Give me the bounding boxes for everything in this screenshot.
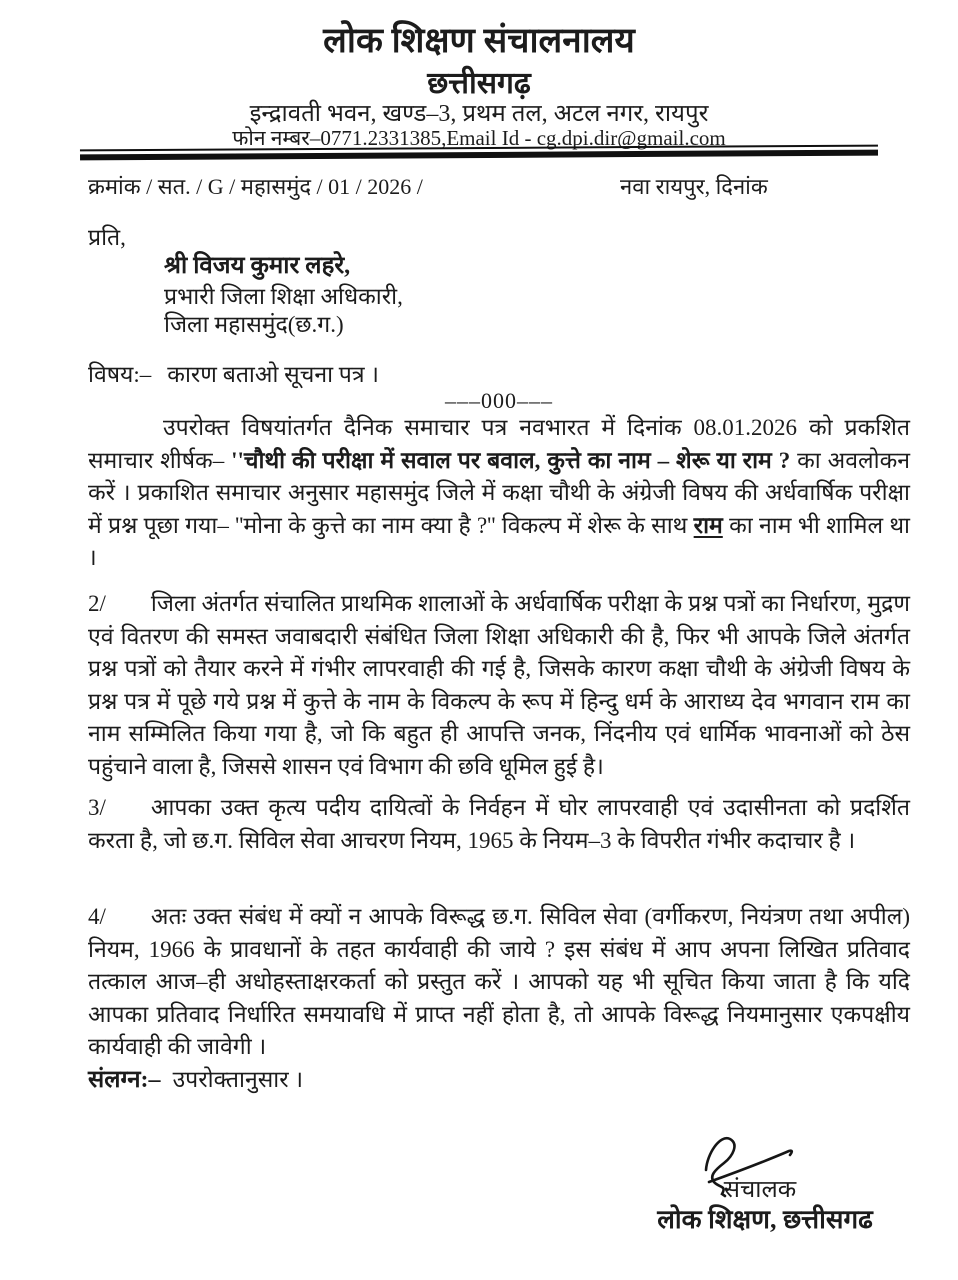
enclosure-text: उपरोक्तानुसार । (172, 1067, 304, 1092)
letterhead-contact: फोन नम्बर–0771.2331385,Email Id - cg.dpi.dir@gmail.com (232, 126, 726, 150)
para2-text: जिला अंतर्गत संचालित प्राथमिक शालाओं के अर्धवार्षिक परीक्षा के प्रश्न पत्रों का निर्धारण, मुद्रण एवं वितरण की समस्त जवाबदारी संबंधित जिला शिक्षा अधिकारी की है, फिर भी आपके जिले अंतर्गत प्रश्न पत्रों को तैयार करने में गंभीर लापरवाही की गई है, जिसके कारण कक्षा चौथी के अंग्रेजी विषय के प्रश्न पत्र में पूछे गये प्रश्न में कुत्ते के नाम के विकल्प के रूप में हिन्दु धर्म के आराध्य देव भगवान राम का नाम सम्मिलित किया गया है, जो कि बहुत ही आपत्ति जनक, निंदनीय एवं धार्मिक भावनाओं को ठेस पहुंचाने वाला है, जिससे शासन एवं विभाग की छवि धूमिल हुई है। (88, 591, 910, 779)
para1-text-tail: का नाम भी शामिल था । (88, 512, 910, 570)
para1-ram-word: राम (693, 512, 723, 538)
body-paragraph-2 (88, 588, 910, 783)
body-paragraph-1 (88, 412, 910, 575)
addressee-salutation: प्रति, (88, 225, 126, 250)
addressee-name: श्री विजय कुमार लहरे, (164, 253, 351, 279)
para1-text-lead: उपरोक्त विषयांतर्गत दैनिक समाचार पत्र नवभारत में दिनांक 08.01.2026 को प्रकशित समाचार शीर्षक– (88, 415, 910, 473)
letterhead-org-name: लोक शिक्षण संचालनालय (323, 21, 635, 60)
signatory-title: संचालक (723, 1177, 797, 1203)
para3-number: 3/ (88, 795, 106, 820)
body-paragraph-4 (88, 901, 910, 1064)
reference-number: क्रमांक / सत. / G / महासमुंद / 01 / 2026 / (88, 174, 423, 199)
para3-text: आपका उक्त कृत्य पदीय दायित्वों के निर्वहन में घोर लापरवाही एवं उदासीनता को प्रदर्शित करता है, जो छ.ग. सिविल सेवा आचरण नियम, 1965 के नियम–3 के विपरीत गंभीर कदाचार है । (88, 795, 910, 853)
subject-label: विषय:– (88, 362, 152, 387)
para4-number: 4/ (88, 904, 106, 929)
reference-place-date: नवा रायपुर, दिनांक (620, 174, 768, 199)
enclosure-line (88, 1062, 303, 1095)
subject-line (88, 357, 379, 389)
para1-text-mid: का अवलोकन करें । प्रकाशित समाचार अनुसार महासमुंद जिले में कक्षा चौथी के अंग्रेजी विषय की अर्धवार्षिक परीक्षा में प्रश्न पूछा गया– ''मोना के कुत्ते का नाम क्या है ?'' विकल्प में शेरू के साथ (88, 447, 910, 538)
enclosure-label: संलग्न:– (88, 1067, 161, 1093)
subject-text: कारण बताओ सूचना पत्र । (167, 362, 380, 387)
separator-ooo: –––000––– (445, 388, 553, 413)
addressee-designation: प्रभारी जिला शिक्षा अधिकारी, (164, 284, 403, 309)
para4-text: अतः उक्त संबंध में क्यों न आपके विरूद्ध छ.ग. सिविल सेवा (वर्गीकरण, नियंत्रण तथा अपील) नियम, 1966 के प्रावधानों के तहत कार्यवाही की जाये ? इस संबंध में आप अपना लिखित प्रतिवाद तत्काल आज–ही अधोहस्ताक्षरकर्ता को प्रस्तुत करें । आपको यह भी सूचित किया जाता है कि यदि आपका प्रतिवाद निर्धारित समयावधि में प्राप्त नहीं होता है, तो आपके विरूद्ध नियमानुसार एकपक्षीय कार्यवाही की जावेगी । (88, 904, 910, 1059)
body-paragraph-3 (88, 792, 910, 857)
letterhead-state-name: छत्तीसगढ़ (427, 67, 531, 100)
letterhead-address: इन्द्रावती भवन, खण्ड–3, प्रथम तल, अटल नगर, रायपुर (249, 101, 709, 127)
addressee-district: जिला महासमुंद(छ.ग.) (164, 312, 344, 337)
signatory-organization: लोक शिक्षण, छत्तीसगढ (657, 1205, 873, 1234)
para2-number: 2/ (88, 591, 106, 616)
para1-news-headline: ''चौथी की परीक्षा में सवाल पर बवाल, कुत्ते का नाम – शेरू या राम ? (231, 447, 791, 473)
